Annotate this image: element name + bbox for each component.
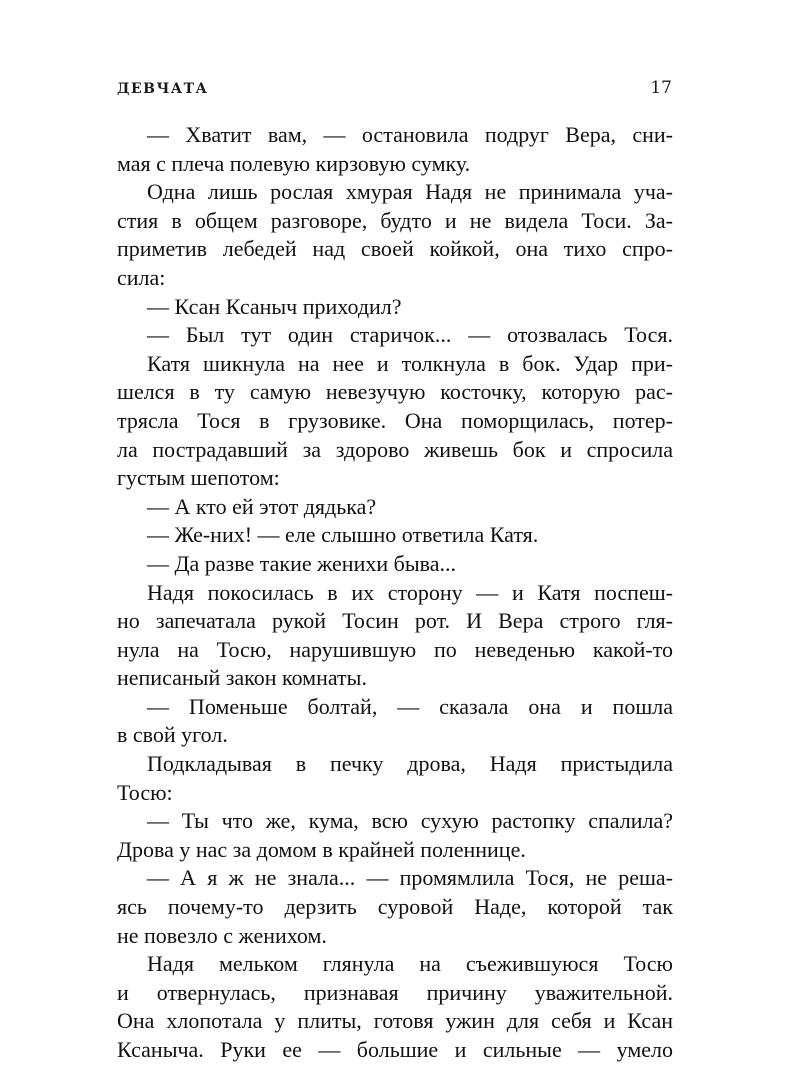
text-line: в свой угол.	[117, 722, 228, 748]
text-line: не повезло с женихом.	[117, 922, 327, 948]
text-line: ясь почему-то дерзить суровой Наде, которой так	[117, 894, 673, 920]
text-line: — А кто ей этот дядька?	[147, 493, 377, 519]
text-line: Подкладывая в печку дрова, Надя пристыдила	[147, 751, 673, 777]
text-line: Катя шикнула на нее и толкнула в бок. Удар при-	[147, 350, 673, 376]
text-line: Надя покосилась в их сторону — и Катя поспеш-	[147, 579, 673, 605]
text-line: сила:	[117, 264, 166, 290]
running-header	[117, 78, 672, 98]
text-line: Одна лишь рослая хмурая Надя не принимала уча-	[147, 179, 673, 205]
text-line: — Был тут один старичок... — отозвалась Тося.	[147, 322, 673, 348]
text-line: — А я ж не знала... — промямлила Тося, не реша-	[147, 865, 673, 891]
text-line: — Поменьше болтай, — сказала она и пошла	[147, 693, 673, 719]
text-line: мая с плеча полевую кирзовую сумку.	[117, 150, 471, 176]
text-line: шелся в ту самую невезучую косточку, которую рас-	[117, 379, 673, 405]
text-line: неписаный закон комнаты.	[117, 665, 367, 691]
text-line: ла пострадавший за здорово живешь бок и спросила	[117, 436, 673, 462]
text-line: стия в общем разговоре, будто и не видела Тоси. За-	[117, 207, 673, 233]
text-line: Тосю:	[117, 779, 173, 805]
running-title: ДЕВЧАТА	[117, 81, 209, 97]
text-line: но запечатала рукой Тосин рот. И Вера строго гля-	[117, 608, 673, 634]
text-line: — Ксан Ксаныч приходил?	[147, 293, 402, 319]
text-line: — Ты что же, кума, всю сухую растопку спалила?	[147, 808, 673, 834]
text-line: — Же-них! — еле слышно ответила Катя.	[147, 522, 539, 548]
text-line: Дрова у нас за домом в крайней поленнице.	[117, 836, 526, 862]
text-line: приметив лебедей над своей койкой, она тихо спро-	[117, 236, 673, 262]
text-line: — Да разве такие женихи быва...	[147, 550, 456, 576]
text-line: нула на Тосю, нарушившую по неведенью какой-то	[117, 636, 673, 662]
page-body-text	[117, 121, 673, 1065]
text-line: Она хлопотала у плиты, готовя ужин для себя и Ксан	[117, 1008, 673, 1034]
page-number: 17	[650, 78, 672, 98]
text-line: Надя мельком глянула на съежившуюся Тосю	[147, 951, 673, 977]
text-line: и отвернулась, признавая причину уважительной.	[117, 979, 673, 1005]
text-line: Ксаныча. Руки ее — большие и сильные — умело	[117, 1037, 673, 1062]
text-line: трясла Тося в грузовике. Она поморщилась, потер-	[117, 407, 673, 433]
text-line: — Хватит вам, — остановила подруг Вера, сни-	[147, 122, 673, 147]
text-line: густым шепотом:	[117, 465, 280, 491]
